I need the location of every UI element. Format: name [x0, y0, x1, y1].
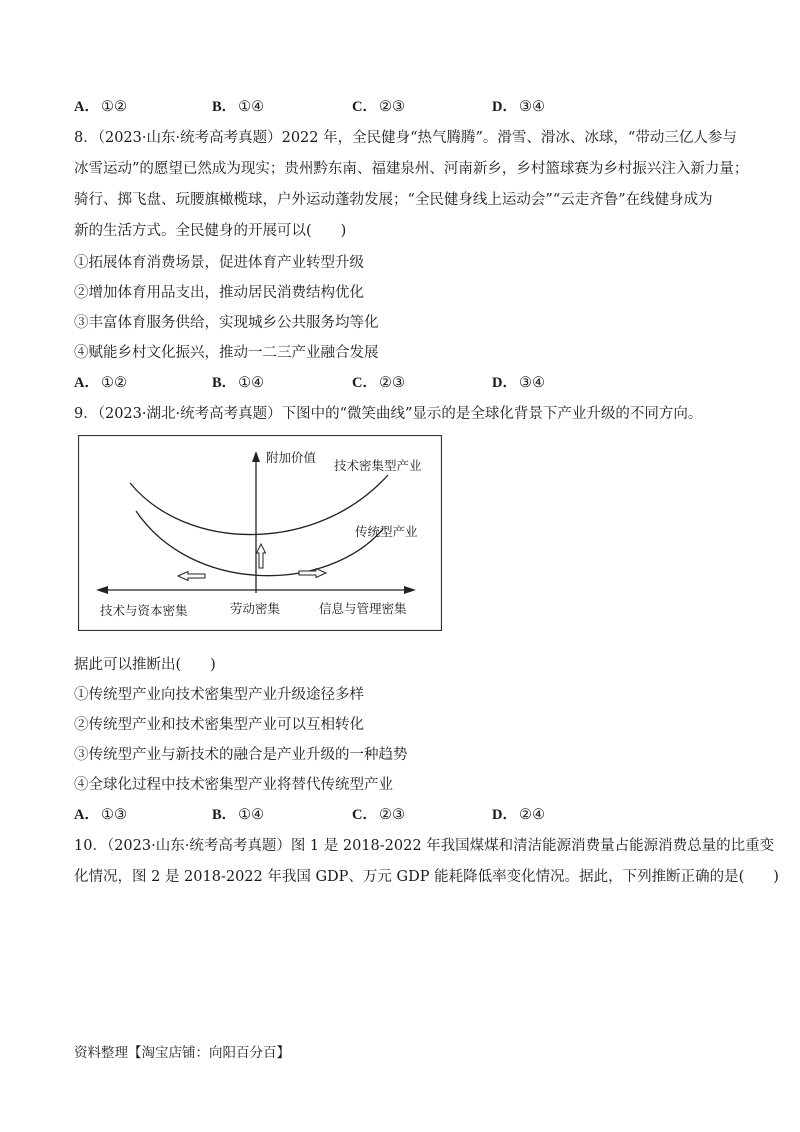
q9-option-3: ③传统型产业与新技术的融合是产业升级的一种趋势	[74, 747, 408, 763]
curve-lower-label: 传统型产业	[355, 524, 418, 539]
q9-choices	[74, 805, 634, 825]
q8-option-3: ③丰富体育服务供给，实现城乡公共服务均等化	[74, 315, 379, 331]
q9-option-1: ①传统型产业向技术密集型产业升级途径多样	[74, 687, 364, 703]
q8-choice-b[interactable]: B． ①④	[212, 375, 265, 391]
q8-option-4: ④赋能乡村文化振兴，推动一二三产业融合发展	[74, 345, 379, 361]
q7-choices	[74, 97, 634, 117]
q8-stem-line-1: 8．（2023·山东·统考高考真题）2022 年，全民健身“热气腾腾”。滑雪、滑冰、冰球，“带动三亿人参与	[74, 130, 737, 146]
q7-choice-d[interactable]: D． ③④	[492, 99, 545, 115]
q8-stem-line-3: 骑行、掷飞盘、玩腰旗橄榄球，户外运动蓬勃发展；“全民健身线上运动会”“云走齐鲁”在线健身成为	[74, 192, 713, 208]
q8-stem-line-4: 新的生活方式。全民健身的开展可以( )	[74, 223, 347, 239]
q8-choice-a[interactable]: A． ①②	[74, 375, 127, 391]
x-left-label: 技术与资本密集	[100, 603, 188, 618]
curve-upper-label: 技术密集型产业	[334, 458, 422, 473]
q8-choices	[74, 373, 634, 393]
y-axis-label: 附加价值	[266, 450, 317, 465]
q8-choice-c[interactable]: C． ②③	[352, 375, 405, 391]
q8-option-2: ②增加体育用品支出，推动居民消费结构优化	[74, 285, 364, 301]
q9-option-2: ②传统型产业和技术密集型产业可以互相转化	[74, 717, 364, 733]
q9-option-4: ④全球化过程中技术密集型产业将替代传统型产业	[74, 777, 393, 793]
q7-choice-a[interactable]: A． ①②	[74, 99, 127, 115]
q9-choice-b[interactable]: B． ①④	[212, 807, 265, 823]
q8-stem-line-2: 冰雪运动”的愿望已然成为现实；贵州黔东南、福建泉州、河南新乡，乡村篮球赛为乡村振兴注入新力量；	[74, 161, 749, 177]
q10-stem-line-2: 化情况，图 2 是 2018-2022 年我国 GDP、万元 GDP 能耗降低率变化情况。据此，下列推断正确的是( )	[74, 869, 779, 885]
q9-choice-d[interactable]: D． ②④	[492, 807, 545, 823]
q9-choice-a[interactable]: A． ①③	[74, 807, 127, 823]
smile-curve-figure	[78, 435, 442, 631]
q9-stem: 9．（2023·湖北·统考高考真题）下图中的“微笑曲线”显示的是全球化背景下产业升级的不同方向。	[74, 406, 703, 422]
q10-stem-line-1: 10．（2023·山东·统考高考真题）图 1 是 2018-2022 年我国煤煤和清洁能源消费量占能源消费总量的比重变	[74, 838, 775, 854]
q8-option-1: ①拓展体育消费场景，促进体育产业转型升级	[74, 255, 364, 271]
q9-prompt: 据此可以推断出( )	[74, 657, 216, 673]
q7-choice-c[interactable]: C． ②③	[352, 99, 405, 115]
q7-choice-b[interactable]: B． ①④	[212, 99, 265, 115]
q9-choice-c[interactable]: C． ②③	[352, 807, 405, 823]
q8-choice-d[interactable]: D． ③④	[492, 375, 545, 391]
x-right-label: 信息与管理密集	[319, 601, 407, 616]
footer-source-note: 资料整理【淘宝店铺：向阳百分百】	[74, 1045, 290, 1061]
x-center-label: 劳动密集	[230, 601, 281, 616]
